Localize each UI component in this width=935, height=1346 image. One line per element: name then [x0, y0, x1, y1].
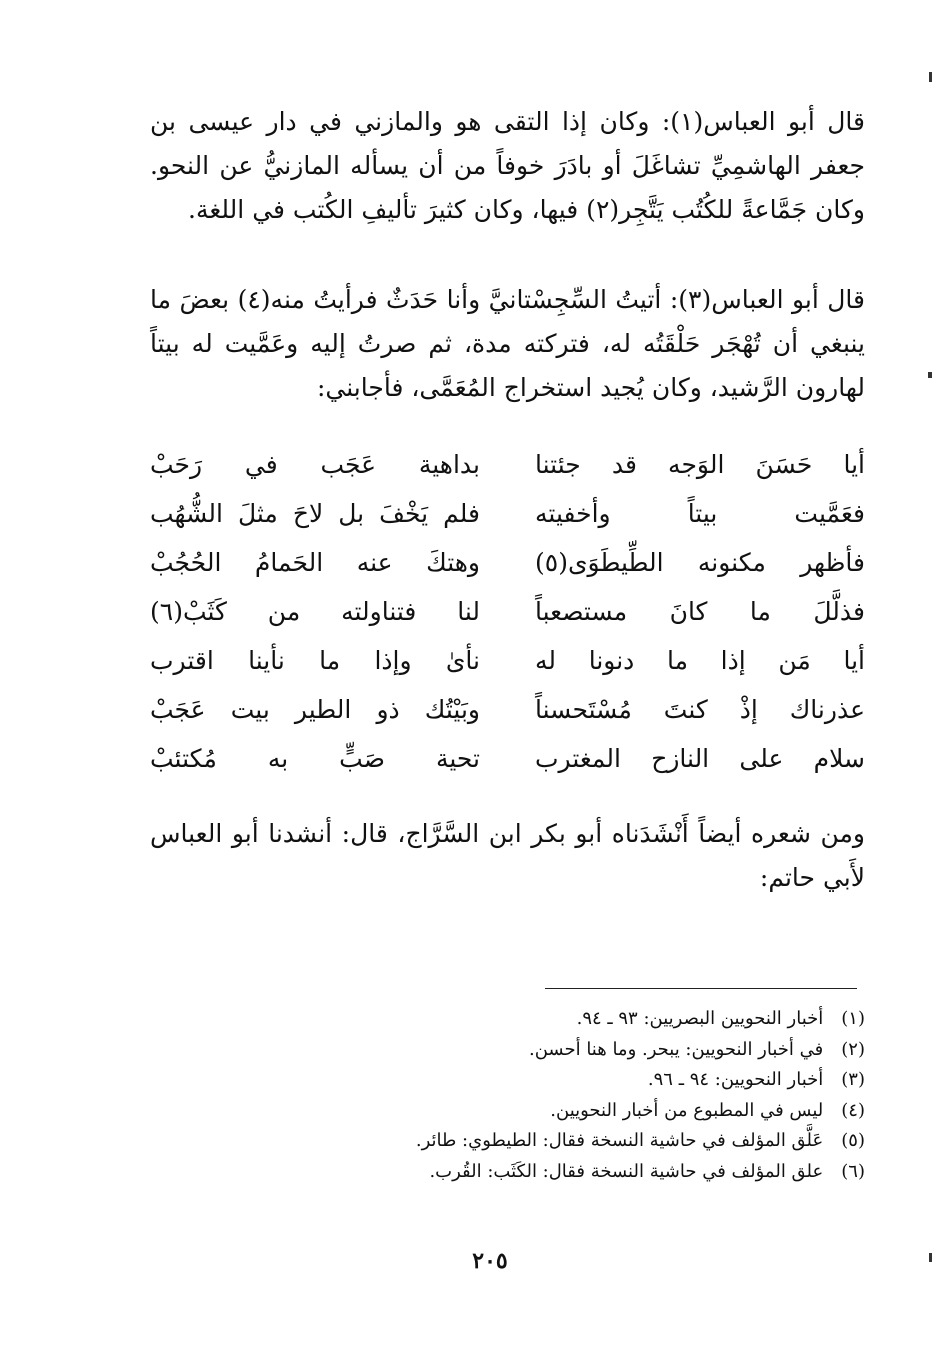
page-number: ٢٠٥	[472, 1248, 508, 1274]
poem-block	[150, 440, 865, 783]
footnote-number: (٢)	[841, 1038, 865, 1060]
verse-second-hemistich: نأىٰ وإذا ما نأينا اقترب	[150, 646, 480, 675]
paragraph-abu-abbas-sijistani: قال أبو العباس(٣): أتيتُ السِّجِسْتانيَّ وأنا حَدَثٌ فرأيتُ منه(٤) بعضَ ما ينبغي أن تُهْجَر حَلْقَتُه له، فتركته مدة، ثم صرتُ إليه وعَمَّيت له بيتاً لهارون الرَّشيد، وكان يُجيد استخراج المُعَمَّى، فأجابني:	[150, 285, 865, 402]
footnote-number: (٤)	[841, 1099, 865, 1121]
footnote	[300, 1035, 865, 1066]
footnote-separator	[545, 988, 857, 989]
verse-second-hemistich: تحية صَبٍّ به مُكتئبْ	[150, 744, 480, 773]
poem-verse	[150, 636, 865, 685]
footnote-text: أخبار النحويين: ٩٤ ـ ٩٦.	[647, 1069, 824, 1090]
scan-edge-mark	[928, 372, 932, 378]
paragraph-abu-abbas-mazini: قال أبو العباس(١): وكان إذا التقى هو والمازني في دار عيسى بن جعفر الهاشمِيِّ تشاغَلَ أو بادَرَ خوفاً من أن يسأله المازنيُّ عن النحو. وكان جَمَّاعةً للكُتُب يَتَّجِر(٢) فيها، وكان كثيرَ تأليفِ الكُتب في اللغة.	[150, 107, 866, 224]
scan-edge-mark	[929, 72, 932, 82]
verse-first-hemistich: سلام على النازح المغترب	[535, 744, 865, 773]
footnote-number: (٥)	[841, 1130, 865, 1151]
verse-second-hemistich: لنا فتناولته من كَثَبْ(٦)	[150, 597, 480, 626]
footnote	[300, 1096, 865, 1127]
verse-first-hemistich: فأظهر مكنونه الطِّيطَوَى(٥)	[535, 548, 865, 577]
verse-first-hemistich: فعَمَّيت بيتاً وأخفيته	[535, 499, 865, 528]
verse-second-hemistich: بداهية عَجَب في رَحَبْ	[150, 450, 480, 479]
footnote-text: في أخبار النحويين: يبحر. وما هنا أحسن.	[528, 1038, 824, 1060]
footnote	[300, 1126, 865, 1157]
poem-verse	[150, 489, 865, 538]
footnote-text: ليس في المطبوع من أخبار النحويين.	[550, 1099, 824, 1121]
scan-edge-mark	[929, 1253, 932, 1262]
footnotes	[300, 1004, 865, 1187]
footnote	[300, 1004, 865, 1035]
verse-first-hemistich: فذلَّلَ ما كانَ مستصعباً	[535, 597, 865, 626]
verse-first-hemistich: أيا حَسَنَ الوَجه قد جئتنا	[535, 450, 865, 479]
footnote	[300, 1065, 865, 1096]
poem-verse	[150, 440, 865, 489]
paragraph-ibn-sarraj: ومن شعره أيضاً أَنْشَدَناه أبو بكر ابن السَّرَّاج، قال: أنشدنا أبو العباس لأَبي حاتم:	[150, 819, 865, 892]
footnote-number: (٣)	[841, 1069, 865, 1090]
footnote-text: عَلَّق المؤلف في حاشية النسخة فقال: الطيطوي: طائر.	[415, 1130, 824, 1151]
verse-first-hemistich: أيا مَن إذا ما دنونا له	[535, 646, 865, 675]
footnote-number: (١)	[841, 1008, 865, 1029]
footnote-number: (٦)	[841, 1160, 865, 1182]
footnote-text: أخبار النحويين البصريين: ٩٣ ـ ٩٤.	[576, 1008, 824, 1029]
poem-verse	[150, 538, 865, 587]
footnote	[300, 1157, 865, 1188]
footnote-text: علق المؤلف في حاشية النسخة فقال: الكَثَب: القُرب.	[429, 1160, 824, 1182]
verse-second-hemistich: وبَيْتُك ذو الطير بيت عَجَبْ	[150, 695, 480, 724]
verse-second-hemistich: وهتكَ عنه الحَمامُ الحُجُبْ	[150, 548, 480, 577]
verse-first-hemistich: عذرناك إذْ كنتَ مُسْتَحسناً	[535, 695, 865, 724]
verse-second-hemistich: فلم يَخْفَ بل لاحَ مثلَ الشُّهُب	[150, 499, 480, 528]
poem-verse	[150, 734, 865, 783]
poem-verse	[150, 685, 865, 734]
poem-verse	[150, 587, 865, 636]
